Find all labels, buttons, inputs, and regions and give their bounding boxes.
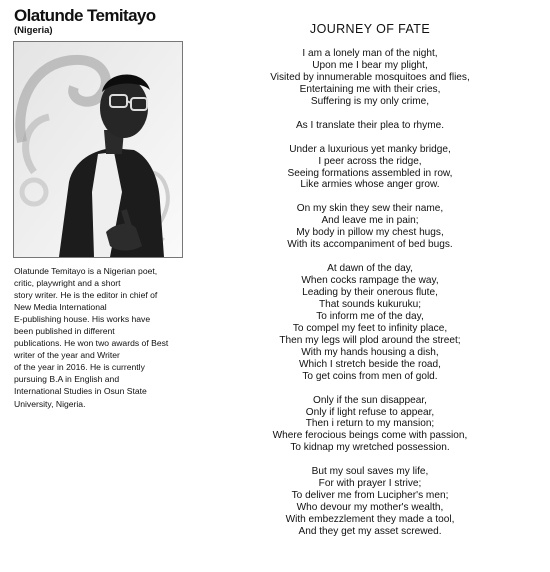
- poem-line: To deliver me from Lucipher's men;: [291, 490, 449, 502]
- author-photo: [13, 41, 183, 258]
- poem-line: Only if light refuse to appear,: [305, 406, 435, 418]
- bio-line: E-publishing house. His works have: [14, 314, 151, 325]
- poem-stanza: [250, 203, 490, 251]
- poem-line: Leading by their onerous flute,: [302, 287, 438, 298]
- bio-line: story writer. He is the editor in chief of: [14, 290, 158, 301]
- poem-line: Upon me I bear my plight,: [312, 59, 428, 71]
- bio-line: International Studies in Osun State: [14, 386, 147, 397]
- bio-line: pursuing B.A in English and: [14, 374, 120, 385]
- poem-body: [250, 48, 490, 550]
- poem-line: On my skin they sew their name,: [296, 203, 444, 215]
- poem-stanza: [250, 263, 490, 383]
- poem-line: And leave me in pain;: [321, 215, 419, 227]
- bio-line: University, Nigeria.: [14, 398, 86, 409]
- bio-line: writer of the year and Writer: [14, 350, 120, 361]
- poem-line: Which I stretch beside the road,: [299, 358, 441, 370]
- poem-stanza: [250, 395, 490, 455]
- author-country: (Nigeria): [14, 25, 53, 36]
- poem-line: With its accompaniment of bed bugs.: [287, 239, 453, 251]
- poem-line: Who devour my mother's wealth,: [296, 502, 444, 514]
- author-bio: [14, 265, 194, 410]
- poem-line: For with prayer I strive;: [318, 478, 422, 490]
- poem-line: As I translate their plea to rhyme.: [295, 119, 445, 131]
- poem-line: With my hands housing a dish,: [301, 346, 439, 358]
- poem-line: Only if the sun disappear,: [313, 394, 427, 406]
- poem-line: To get coins from men of gold.: [302, 370, 438, 382]
- poem-stanza: [250, 144, 490, 192]
- poem-line: Entertaining me with their cries,: [299, 83, 441, 95]
- bio-line: been published in different: [14, 326, 115, 337]
- poem-line: Like armies whose anger grow.: [300, 179, 440, 191]
- poem-line: I peer across the ridge,: [318, 155, 422, 167]
- poem-line: But my soul saves my life,: [311, 466, 429, 478]
- poem-line: And they get my asset screwed.: [298, 526, 442, 538]
- poem-line: At dawn of the day,: [327, 263, 413, 275]
- poem-line: With embezzlement they made a tool,: [285, 514, 455, 526]
- bio-line: critic, playwright and a short: [14, 278, 121, 289]
- poem-line: Visited by innumerable mosquitoes and flies,: [270, 71, 470, 83]
- poem-line: To compel my feet to infinity place,: [292, 322, 448, 334]
- poem-stanza: [250, 48, 490, 108]
- poem-line: Then i return to my mansion;: [305, 418, 435, 430]
- poem-stanza: [250, 466, 490, 538]
- author-name: Olatunde Temitayo: [14, 6, 156, 25]
- bio-line: New Media International: [14, 302, 107, 313]
- bio-line: of the year in 2016. He is currently: [14, 362, 145, 373]
- poem-line: Under a luxurious yet manky bridge,: [289, 143, 451, 155]
- poem-line: That sounds kukuruku;: [318, 298, 422, 310]
- author-portrait-image: [14, 42, 182, 257]
- poem-title: JOURNEY OF FATE: [309, 22, 431, 36]
- poem-line: To inform me of the day,: [316, 310, 424, 322]
- poem-line: When cocks rampage the way,: [301, 275, 439, 287]
- poem-line: To kidnap my wretched possession.: [290, 442, 450, 454]
- poem-line: Where ferocious beings come with passion,: [272, 430, 468, 442]
- poem-stanza: [250, 120, 490, 132]
- poem-line: My body in pillow my chest hugs,: [296, 227, 444, 239]
- bio-line: Olatunde Temitayo is a Nigerian poet,: [14, 266, 158, 276]
- poem-line: I am a lonely man of the night,: [302, 48, 438, 59]
- poem-line: Suffering is my only crime,: [310, 95, 430, 107]
- bio-line: publications. He won two awards of Best: [14, 338, 169, 349]
- poem-line: Seeing formations assembled in row,: [287, 167, 453, 179]
- poem-line: Then my legs will plod around the street;: [279, 334, 461, 346]
